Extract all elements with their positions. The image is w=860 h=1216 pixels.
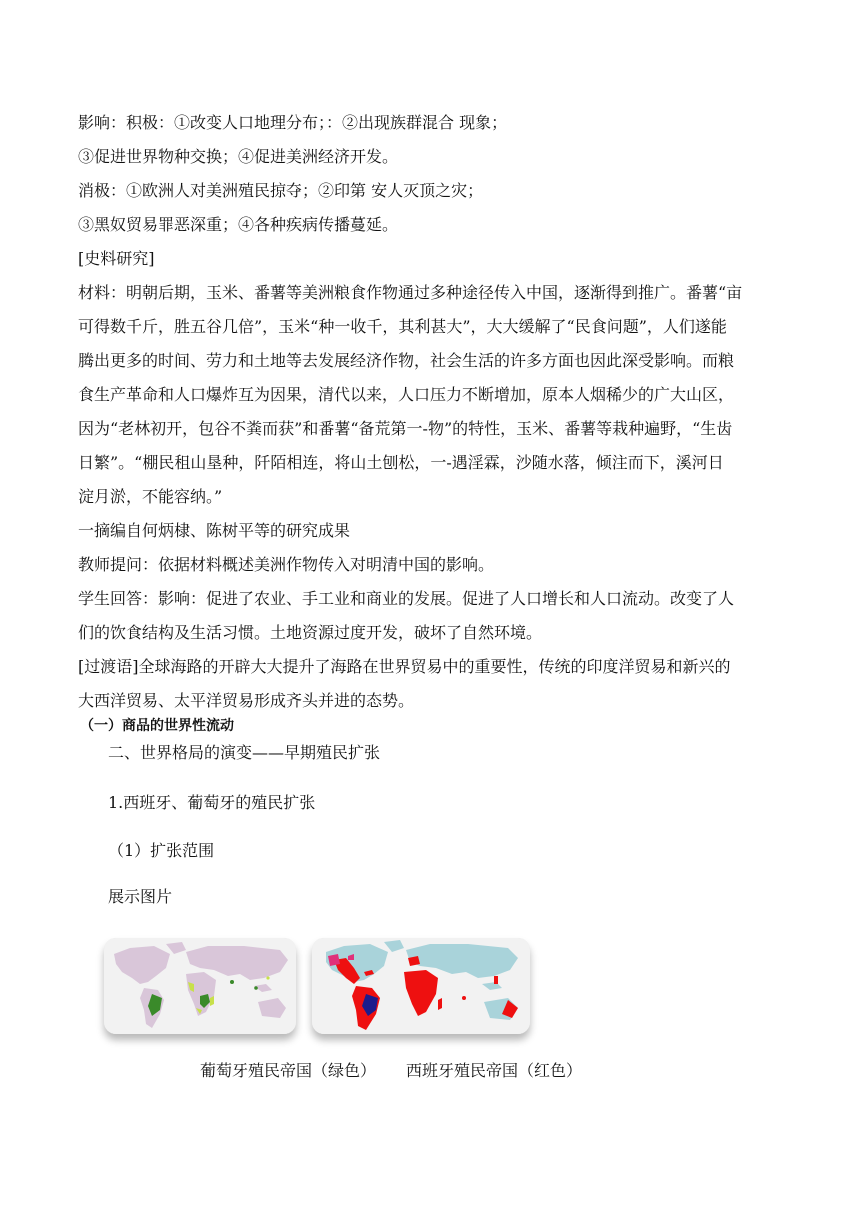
paragraph-material-3: 腾出更多的时间、劳力和土地等去发展经济作物，社会生活的许多方面也因此深受影响。而粮	[78, 351, 735, 370]
outline-item-show-picture: 展示图片	[108, 887, 173, 906]
caption-spain-empire: 西班牙殖民帝国（红色）	[406, 1061, 583, 1080]
paragraph-student-answer-2: 们的饮食结构及生活习惯。土地资源过度开发，破坏了自然环境。	[78, 623, 543, 642]
section-heading: （一）商品的世界性流动	[80, 718, 234, 734]
paragraph-influence-positive-1: 影响：积极：①改变人口地理分布；：②出现族群混合 现象；	[78, 113, 508, 132]
paragraph-material-1: 材料：明朝后期，玉米、番薯等美洲粮食作物通过多种途径传入中国，逐渐得到推广。番薯“亩	[78, 283, 743, 302]
paragraph-influence-negative-2: ③黑奴贸易罪恶深重；④各种疾病传播蔓延。	[78, 215, 399, 234]
portugal-empire-map	[104, 938, 296, 1034]
outline-item-world-pattern: 二、世界格局的演变——早期殖民扩张	[108, 743, 381, 762]
paragraph-influence-negative-1: 消极：①欧洲人对美洲殖民掠夺；②印第 安人灭顶之灾；	[78, 181, 484, 200]
outline-item-spain-portugal: 1.西班牙、葡萄牙的殖民扩张	[108, 793, 316, 812]
paragraph-material-6: 日繁”。“棚民租山垦种，阡陌相连，将山土刨松，一-遇淫霖，沙随水落，倾注而下，溪河日	[78, 453, 724, 472]
caption-portugal-empire: 葡萄牙殖民帝国（绿色）	[200, 1061, 377, 1080]
paragraph-transition-1: [过渡语]全球海路的开辟大大提升了海路在世界贸易中的重要性，传统的印度洋贸易和新兴的	[78, 657, 731, 676]
outline-item-expansion-scope: （1）扩张范围	[108, 841, 215, 860]
paragraph-material-4: 食生产革命和人口爆炸互为因果，清代以来，人口压力不断增加，原本人烟稀少的广大山区，	[78, 385, 735, 404]
paragraph-source-heading: [史料研究]	[78, 249, 155, 268]
paragraph-material-7: 淀月淤，不能容纳。”	[78, 487, 223, 506]
paragraph-student-answer-1: 学生回答：影响：促进了农业、手工业和商业的发展。促进了人口增长和人口流动。改变了人	[78, 589, 735, 608]
spain-empire-map	[312, 938, 530, 1034]
paragraph-material-2: 可得数千斤，胜五谷几倍”，玉米“种一收千，其利甚大”，大大缓解了“民食问题”，人们遂能	[78, 317, 727, 336]
paragraph-material-5: 因为“老林初开，包谷不粪而获”和番薯“备荒第一-物”的特性，玉米、番薯等栽种遍野，“生齿	[78, 419, 733, 438]
paragraph-transition-2: 大西洋贸易、太平洋贸易形成齐头并进的态势。	[78, 691, 415, 710]
paragraph-influence-positive-2: ③促进世界物种交换；④促进美洲经济开发。	[78, 147, 399, 166]
paragraph-teacher-question: 教师提问：依据材料概述美洲作物传入对明清中国的影响。	[78, 555, 495, 574]
paragraph-source-citation: 一摘编自何炳棣、陈树平等的研究成果	[78, 521, 351, 540]
